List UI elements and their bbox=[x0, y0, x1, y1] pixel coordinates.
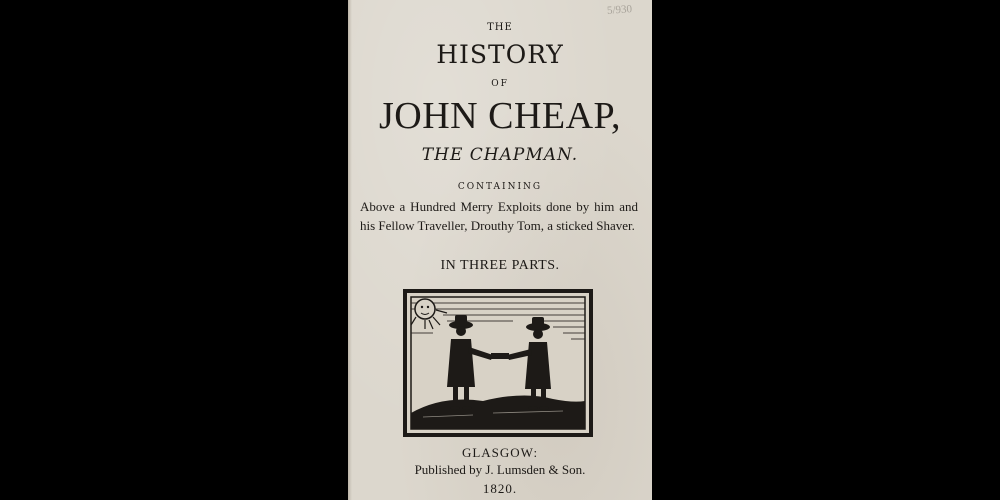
description-text: Above a Hundred Merry Exploits done by him and his Fellow Traveller, Drouthy Tom, a sticked Shaver. bbox=[360, 199, 638, 233]
subtitle: THE CHAPMAN. bbox=[421, 145, 579, 165]
title-of: OF bbox=[491, 79, 509, 89]
title-page bbox=[348, 0, 652, 500]
imprint-city: GLASGOW: bbox=[461, 445, 539, 460]
title-the: THE bbox=[487, 22, 513, 33]
imprint-year: 1820. bbox=[482, 481, 518, 496]
title-history: HISTORY bbox=[436, 40, 564, 69]
containing-label: CONTAINING bbox=[457, 182, 543, 192]
catalog-mark: 5/930 bbox=[606, 3, 633, 17]
parts-label: IN THREE PARTS. bbox=[440, 258, 560, 273]
title-name: JOHN CHEAP, bbox=[379, 95, 621, 137]
woodcut-illustration-icon bbox=[403, 289, 593, 437]
imprint-publisher: Published by J. Lumsden & Son. bbox=[414, 462, 586, 477]
